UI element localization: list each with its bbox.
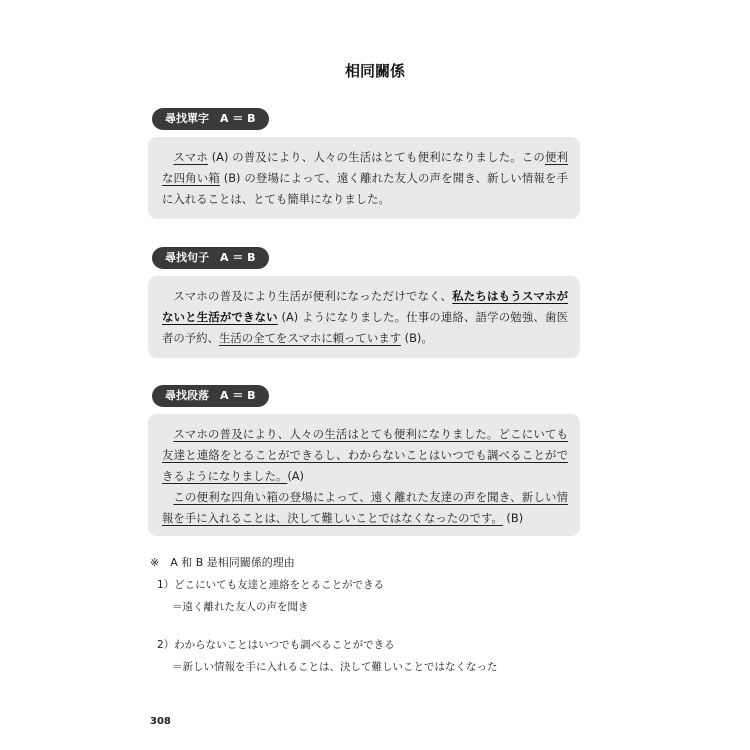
note-item-equals: ＝遠く離れた友人の声を聞き [172,601,309,613]
section-paragraph [162,147,568,210]
text-segment: (A) の普及により、人々の生活はとても便利になりました。この [207,150,545,164]
section-box-sentence [148,276,580,358]
note-item-line: 1）どこにいても友達と連絡をとることができる [157,579,385,591]
section-paragraph [162,424,568,487]
underlined-segment: 私たちはもうスマホがないと生活ができない [162,289,569,324]
section-label-word: 尋找單字 A ＝ B [152,108,269,130]
underlined-segment: スマホの普及により、人々の生活はとても便利になりました。どこにいても友達と連絡をとることができるし、わからないことはいつでも調べることができるようになりました。 [162,427,568,483]
notes-heading: ※ A 和 B 是相同關係的理由 [150,556,295,569]
page-number: 308 [150,716,171,727]
text-segment: (B)。 [401,331,433,345]
section-box-word [148,137,580,219]
text-segment: (B) [502,511,524,525]
page-title: 相同關係 [344,62,405,80]
text-segment: (B) の登場によって、遠く離れた友人の声を聞き、新しい情報を手に入れることは、とても簡単になりました。 [162,171,568,206]
section-paragraph [162,487,568,529]
section-box-paragraph [148,414,580,536]
underlined-segment: この便利な四角い箱の登場によって、遠く離れた友達の声を聞き、新しい情報を手に入れることは、決して難しいことではなくなったのです。 [162,490,568,525]
underlined-segment: スマホ [173,150,208,164]
section-label-paragraph: 尋找段落 A ＝ B [152,385,269,407]
text-segment: (A) [287,469,304,483]
section-paragraph [162,286,568,349]
underlined-segment: 生活の全てをスマホに頼っています [218,331,401,345]
section-label-sentence: 尋找句子 A ＝ B [152,247,269,269]
underlined-segment: 便利な四角い箱 [162,150,568,185]
note-item-line: 2）わからないことはいつでも調べることができる [157,639,395,651]
text-segment: スマホの普及により生活が便利になっただけでなく、 [173,289,453,303]
text-segment: (A) ようになりました。仕事の連絡、語学の勉強、歯医者の予約、 [162,310,568,345]
note-item-equals: ＝新しい情報を手に入れることは、決して難しいことではなくなった [172,661,498,673]
